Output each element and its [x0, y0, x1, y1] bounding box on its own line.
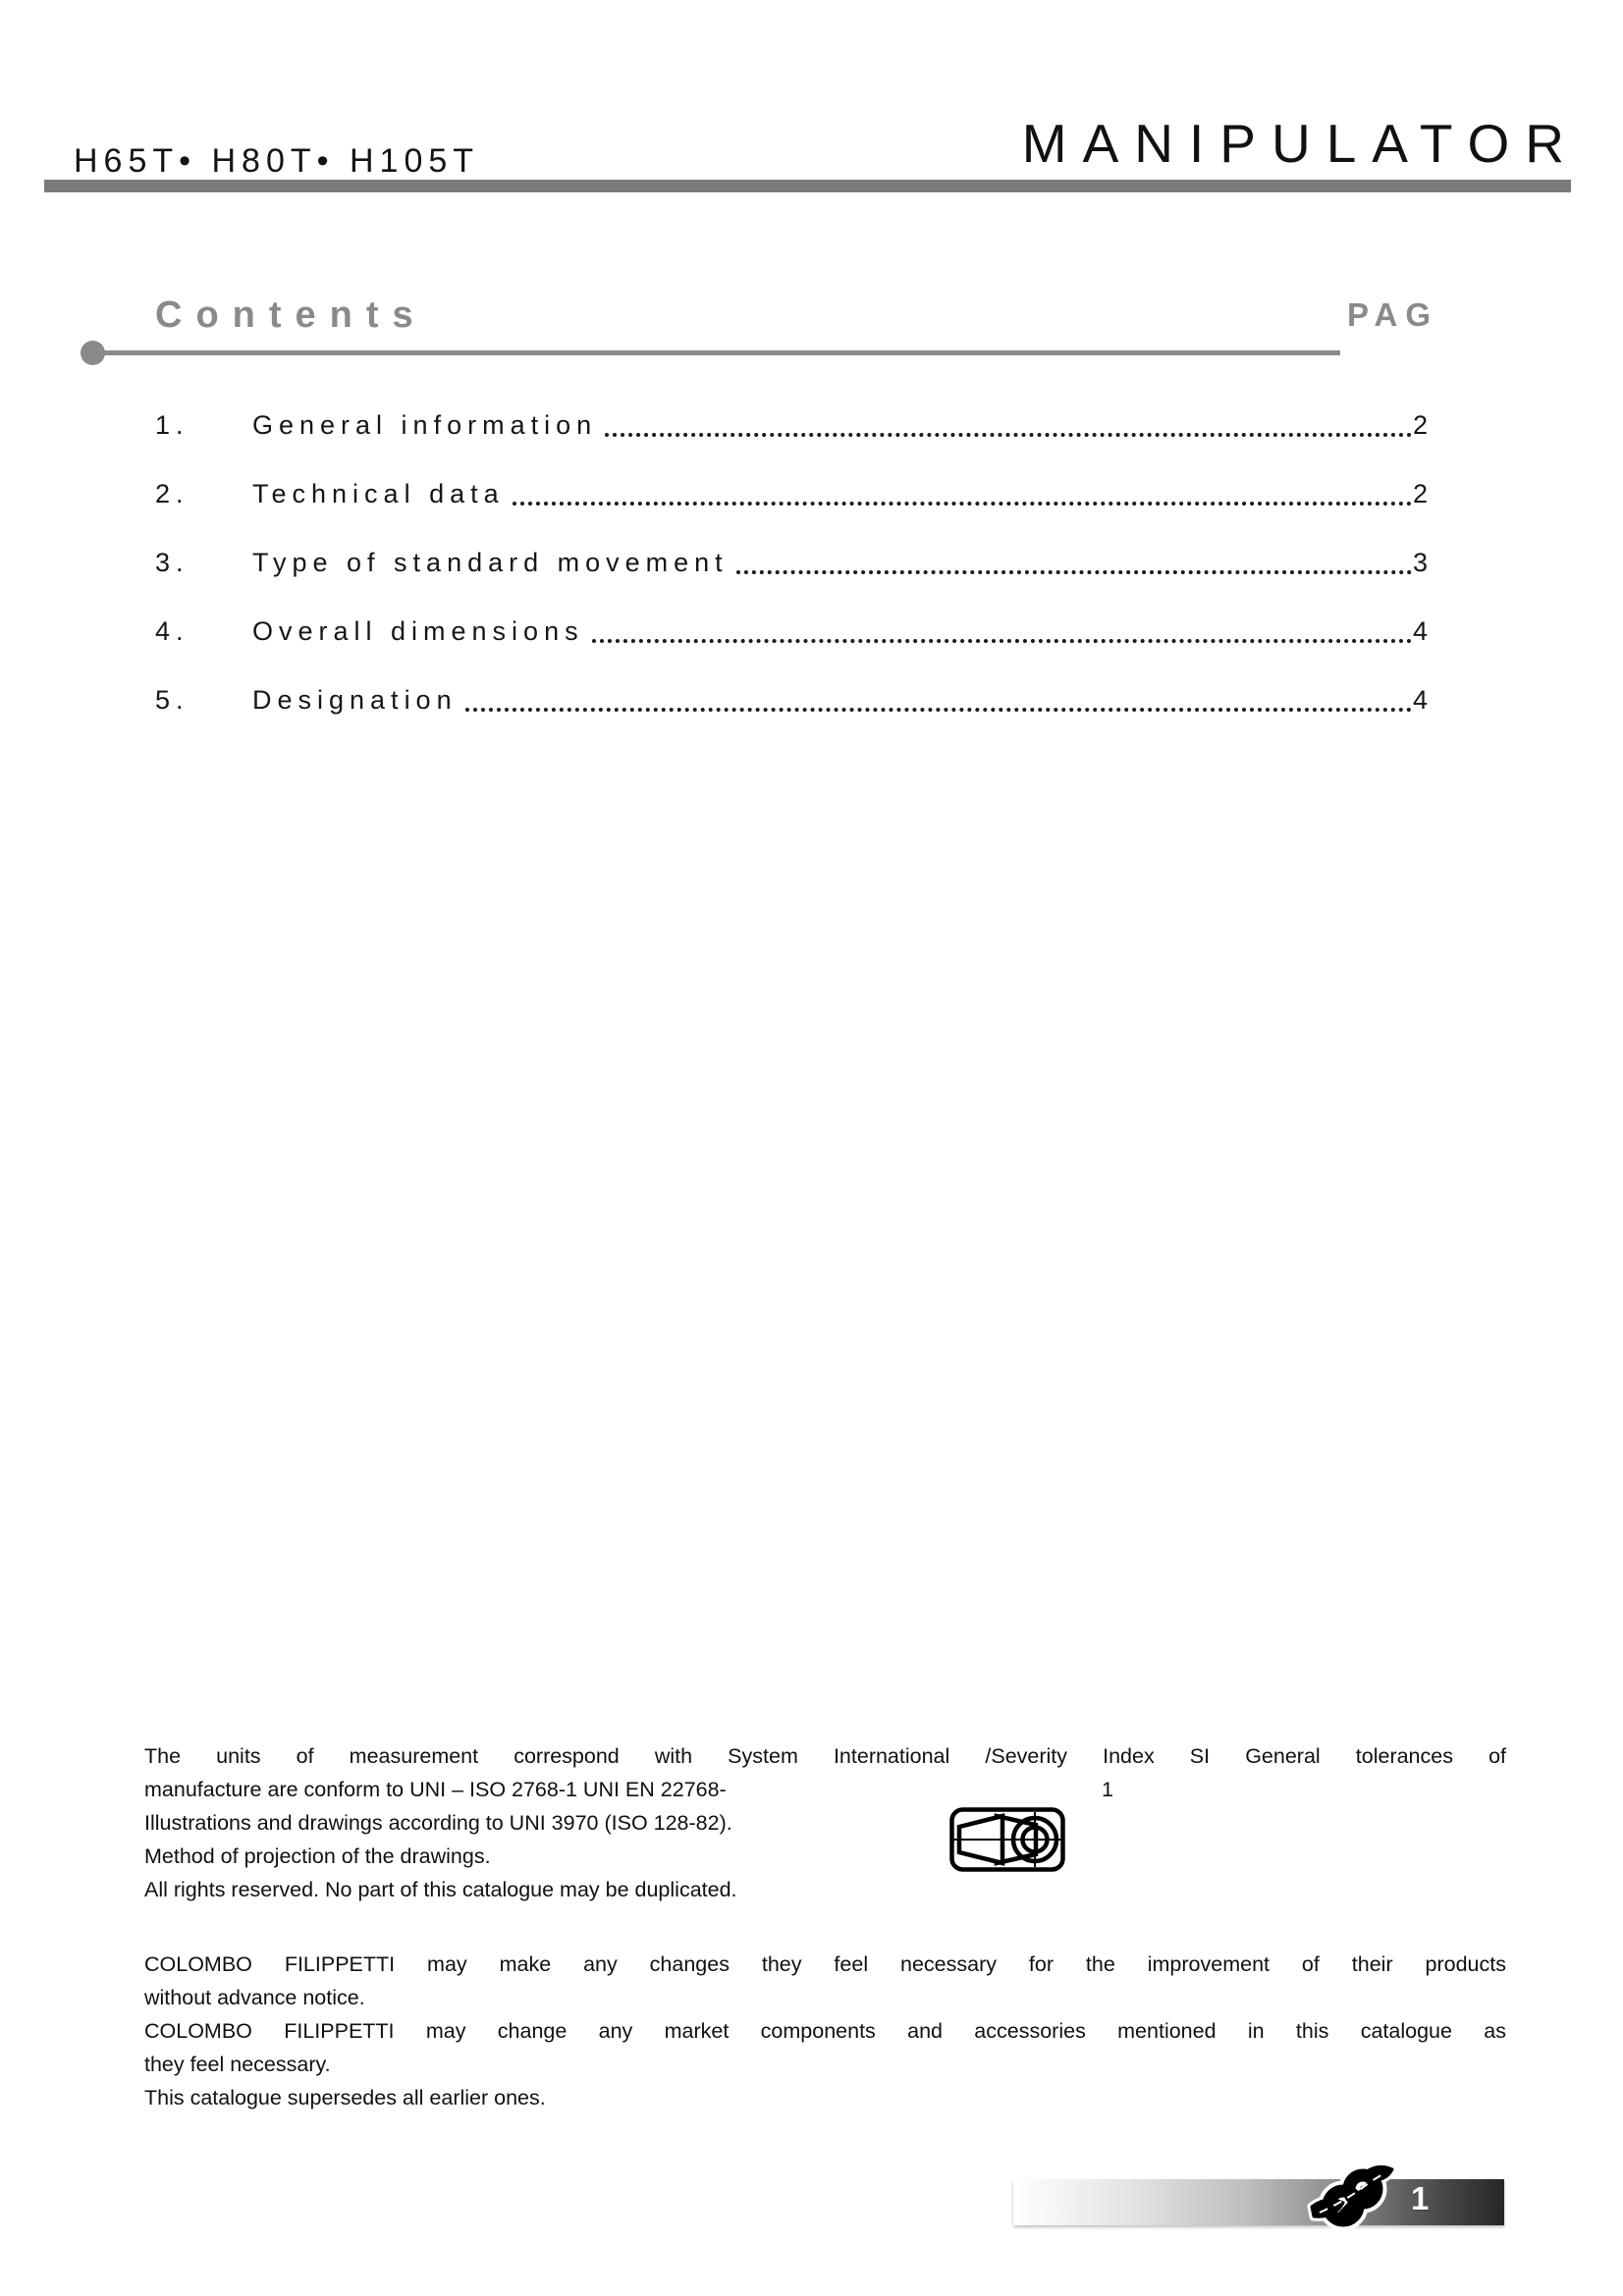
iso-standard-suffix: 1: [1102, 1778, 1113, 1801]
toc-dot-leader: [605, 411, 1412, 437]
model-codes: H65T• H80T• H105T: [74, 142, 480, 180]
contents-heading: Contents: [155, 294, 427, 336]
knot-logo-icon: [1306, 2160, 1398, 2240]
toc-row: [155, 411, 1434, 480]
toc-item-title: Designation: [252, 685, 458, 715]
disclaimer-note: [144, 1948, 1506, 2114]
footer-page-number: 1: [1411, 2180, 1430, 2216]
toc-item-title: Overall dimensions: [252, 616, 584, 646]
note-line: All rights reserved. No part of this catalogue may be duplicated.: [144, 1878, 737, 1901]
toc-item-page: 4: [1412, 685, 1434, 715]
note-line: COLOMBO FILIPPETTI may change any market components and accessories mentioned in this catalogue as: [144, 2019, 1506, 2043]
note-line: without advance notice.: [144, 1986, 365, 2009]
toc-item-page: 2: [1412, 410, 1434, 440]
table-of-contents: [155, 411, 1434, 755]
toc-dot-leader: [592, 617, 1412, 643]
toc-row: [155, 480, 1434, 549]
toc-row: [155, 549, 1434, 617]
toc-dot-leader: [513, 480, 1412, 506]
toc-item-number: 3.: [155, 548, 189, 577]
toc-dot-leader: [736, 549, 1412, 574]
note-line: manufacture are conform to UNI – ISO 2768-1 UNI EN 22768-: [144, 1778, 727, 1801]
header-divider-bar: [44, 180, 1571, 192]
first-angle-projection-icon: [949, 1807, 1065, 1872]
contents-rule-line: [93, 350, 1340, 355]
footer-gradient-bar: [1013, 2179, 1504, 2225]
page-column-label: PAG: [1347, 296, 1439, 333]
note-line: COLOMBO FILIPPETTI may make any changes they feel necessary for the improvement of their products: [144, 1952, 1506, 1976]
toc-row: [155, 686, 1434, 755]
toc-item-number: 4.: [155, 616, 189, 646]
toc-item-title: Type of standard movement: [252, 548, 729, 577]
note-line: This catalogue supersedes all earlier ones.: [144, 2086, 546, 2109]
toc-item-number: 5.: [155, 685, 189, 715]
toc-dot-leader: [465, 686, 1412, 712]
standards-note: [144, 1739, 1506, 1906]
toc-item-number: 2.: [155, 479, 189, 508]
toc-item-number: 1.: [155, 410, 189, 440]
toc-item-page: 2: [1412, 479, 1434, 508]
toc-item-title: Technical data: [252, 479, 505, 508]
note-line: Illustrations and drawings according to UNI 3970 (ISO 128-82).: [144, 1811, 732, 1835]
toc-item-page: 4: [1412, 616, 1434, 646]
toc-row: [155, 617, 1434, 686]
note-line: Method of projection of the drawings.: [144, 1844, 491, 1868]
page-title: MANIPULATOR: [1021, 113, 1580, 174]
toc-item-title: General information: [252, 410, 598, 440]
note-line: The units of measurement correspond with System International /Severity Index SI General tolerances of: [144, 1744, 1506, 1768]
toc-item-page: 3: [1412, 548, 1434, 577]
note-line: they feel necessary.: [144, 2053, 331, 2076]
